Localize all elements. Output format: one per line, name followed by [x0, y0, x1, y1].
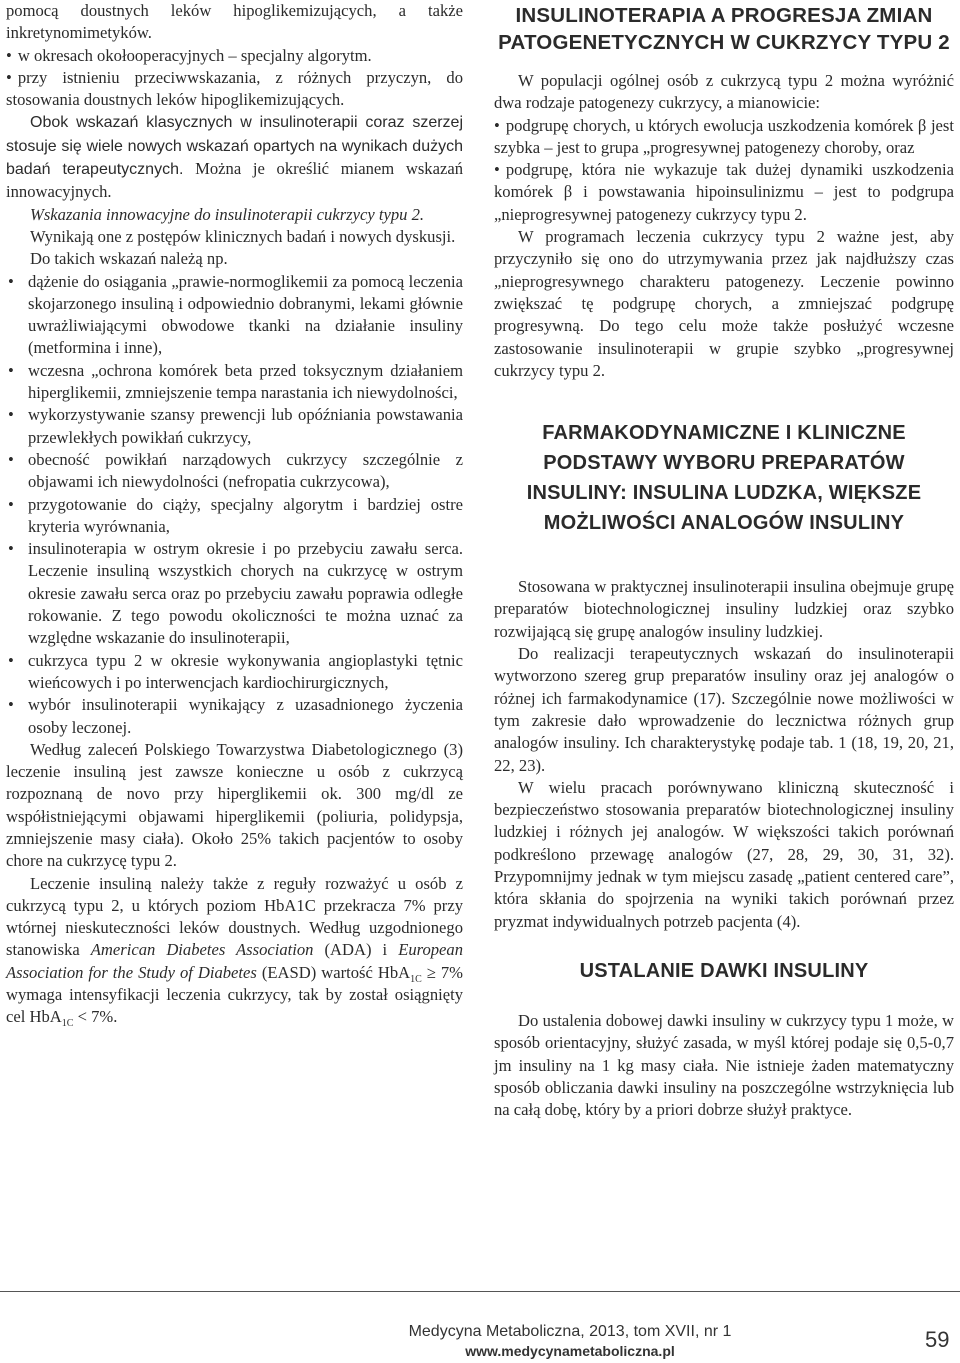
text-run: ≥ 7% wymaga intensyfikacji leczenia cukrzycy, tak by został osiągnięty cel HbA [6, 962, 464, 1027]
paragraph-stosowana: Stosowana w praktycznej insulinoterapii insulina obejmuje grupę preparatów biotechnologicznej insuliny ludzkiej oraz szybko rozwijającą się grupę analogów insuliny ludzkiej. [494, 577, 954, 641]
list-item: • w okresach okołooperacyjnych – specjalny algorytm. [6, 45, 463, 67]
page-number: 59 [925, 1327, 950, 1352]
list-item: • przygotowanie do ciąży, specjalny algorytm i bardziej ostre kryteria wyrównania, [6, 494, 463, 539]
indications-bullet-list [6, 271, 463, 739]
list-item: • przy istnieniu przeciwwskazania, z różnych przyczyn, do stosowania doustnych leków hipoglikemizujących. [6, 67, 463, 112]
intro-paragraph: pomocą doustnych leków hipoglikemizujących, a także inkretynomimetyków. [6, 1, 463, 43]
paragraph-obok-serif: Można je określić mianem wskazań innowacyjnych. [6, 159, 463, 202]
footer-divider [0, 1291, 960, 1292]
paragraph-obok-sans: Obok wskazań klasycznych w insulinoterapii coraz szerzej stosuje się wiele nowych wskazań opartych na wynikach dużych badań terapeutycznych. [6, 114, 463, 179]
list-item: • wykorzystywanie szansy prewencji lub opóźniania powstawania przewlekłych powikłań cukrzycy, [6, 404, 463, 449]
pathogenesis-bullet-list [494, 115, 954, 226]
paragraph-leczenie [6, 873, 463, 1029]
paragraph-ustalenia: Do ustalenia dobowej dawki insuliny w cukrzycy typu 1 może, w sposób orientacyjny, służyć zasada, w myśl której podaje się 0,5-0,7 jm insuliny na 1 kg masy ciała. Nie istnieje żaden matematyczny sposób obliczania dawki insuliny na poszczególne wstrzyknięcia lub na całą dobę, który by a priori dobrze służył praktyce. [494, 1010, 954, 1120]
paragraph-do-takich: Do takich wskazań należą np. [30, 249, 228, 269]
list-item: • cukrzyca typu 2 w okresie wykonywania angioplastyki tętnic wieńcowych i po interwencjach kardiochirurgicznych, [6, 650, 463, 695]
list-item: • insulinoterapia w ostrym okresie i po przebyciu zawału serca. Leczenie insuliną wszystkich chorych na cukrzycę w ostrym okresie zawału serca oraz po przebyciu zawału poprawia odległe rokowanie. Z tego powodu okoliczności te można uznać za względne wskazanie do insulinoterapii, [6, 538, 463, 649]
paragraph-realizacji: Do realizacji terapeutycznych wskazań do insulinoterapii wytworzono szereg grup preparatów insuliny oraz jej analogów o różnej ich farmakodynamice (17). Szczególnie nowe możliwości w tym zakresie dało wprowadzenie do lecznictwa różnych grup analogów insuliny. Ich charakterystykę podaje tab. 1 (18, 19, 20, 21, 22, 23). [494, 644, 954, 775]
text-run: (ADA) i [313, 940, 399, 960]
right-column [494, 0, 954, 1121]
journal-website: www.medycynametaboliczna.pl [465, 1343, 675, 1359]
list-item: • podgrupę, która nie wykazuje tak dużej dynamiki uszkodzenia komórek β i powstawania hipoinsulinizmu – jest to podgrupa „nieprogresywnej patogenezy cukrzycy typu 2. [494, 159, 954, 226]
list-item: • wczesna „ochrona komórek beta przed toksycznym działaniem hiperglikemii, zmniejszenie tempa narastania ich niewydolności, [6, 360, 463, 405]
paragraph-wynikaja: Wynikają one z postępów klinicznych badań i nowych dyskusji. [30, 226, 456, 246]
text-run: (EASD) wartość HbA [256, 962, 411, 982]
list-item: • podgrupę chorych, u których ewolucja uszkodzenia komórek β jest szybka – jest to grupa „progresywnej patogenezy choroby, oraz [494, 115, 954, 160]
text-run: Leczenie insuliną należy także z reguły rozważyć u osób z cukrzycą typu 2, u których poziom HbA1C przekracza 7% przy wtórnej nieskuteczności leków doustnych. Według uzgodnionego stanowiska [6, 873, 463, 960]
text-run: < 7%. [73, 1007, 118, 1027]
paragraph-wedlug: Według zaleceń Polskiego Towarzystwa Diabetologicznego (3) leczenie insuliną jest zawsze konieczne u osób z cukrzycą rozpoznaną de novo przy hiperglikemii ok. 300 mg/dl ze współistniejącymi objawami hiperglikemii (poliuria, polidypsja, zmniejszenie masy ciała). Około 25% takich pacjentów to osoby chore na cukrzycę typu 2. [6, 739, 463, 871]
subheading-innovative: Wskazania innowacyjne do insulinoterapii cukrzycy typu 2. [30, 204, 425, 224]
journal-citation: Medycyna Metaboliczna, 2013, tom XVII, nr 1 [408, 1323, 732, 1340]
paragraph-programach: W programach leczenia cukrzycy typu 2 ważne jest, aby przyczyniło się ono do utrzymywania przez jak najdłuższy czas „nieprogresywnego charakteru patogenezy. Leczenie powinno zwiększać tę podgrupę chorych, a zmniejszać podgrupę progresywną. Do tego celu może także posłużyć wczesne zastosowanie insulinoterapii w grupie szybko „progresywnej cukrzycy typu 2. [494, 227, 954, 380]
list-item: • wybór insulinoterapii wynikający z uzasadnionego życzenia osoby leczonej. [6, 694, 463, 739]
list-item: • obecność powikłań narządowych cukrzycy szczególnie z objawami ich niewydolności (nefropatia cukrzycowa), [6, 449, 463, 494]
easd-name: European Association for the Study of Diabetes [6, 940, 464, 982]
paragraph-wielu: W wielu pracach porównywano kliniczną skuteczność i bezpieczeństwo stosowania preparatów biotechnologicznej insuliny ludzkiej i różnych jej analogów. W większości takich porównań podkreślono przewagę analogów (27, 28, 29, 30, 31, 32). Przypomnijmy jednak w tym miejscu zasadę „patient centered care”, która skłania do spojrzenia na wyniki takich porównań przez pryzmat indywidualnych potrzeb pacjenta (4). [494, 777, 954, 931]
ada-name: American Diabetes Association [90, 940, 314, 960]
top-bullet-list [6, 45, 463, 112]
subscript: 1C [61, 1018, 74, 1030]
paragraph-populacji: W populacji ogólnej osób z cukrzycą typu 2 można wyróżnić dwa rodzaje patogenezy cukrzycy, a mianowicie: [494, 71, 954, 113]
left-column [6, 0, 463, 1029]
section-heading-farmakodynamiczne: FARMAKODYNAMICZNE I KLINICZNE PODSTAWY WYBORU PREPARATÓW INSULINY: INSULINA LUDZKA, WIĘKSZE MOŻLIWOŚCI ANALOGÓW INSULINY [526, 422, 922, 535]
section-heading-ustalanie: USTALANIE DAWKI INSULINY [579, 959, 869, 982]
list-item: • dążenie do osiągania „prawie-normoglikemii za pomocą leczenia skojarzonego insuliną i odpowiednio dobranymi, lekami głównie uwrażliwiającymi obwodowe tkanki na działanie insuliny (metformina i inne), [6, 271, 463, 360]
section-heading-insulinoterapia: INSULINOTERAPIA A PROGRESJA ZMIAN PATOGENETYCZNYCH W CUKRZYCY TYPU 2 [498, 4, 950, 54]
subscript: 1C [410, 973, 422, 985]
paragraph-obok [6, 111, 463, 203]
